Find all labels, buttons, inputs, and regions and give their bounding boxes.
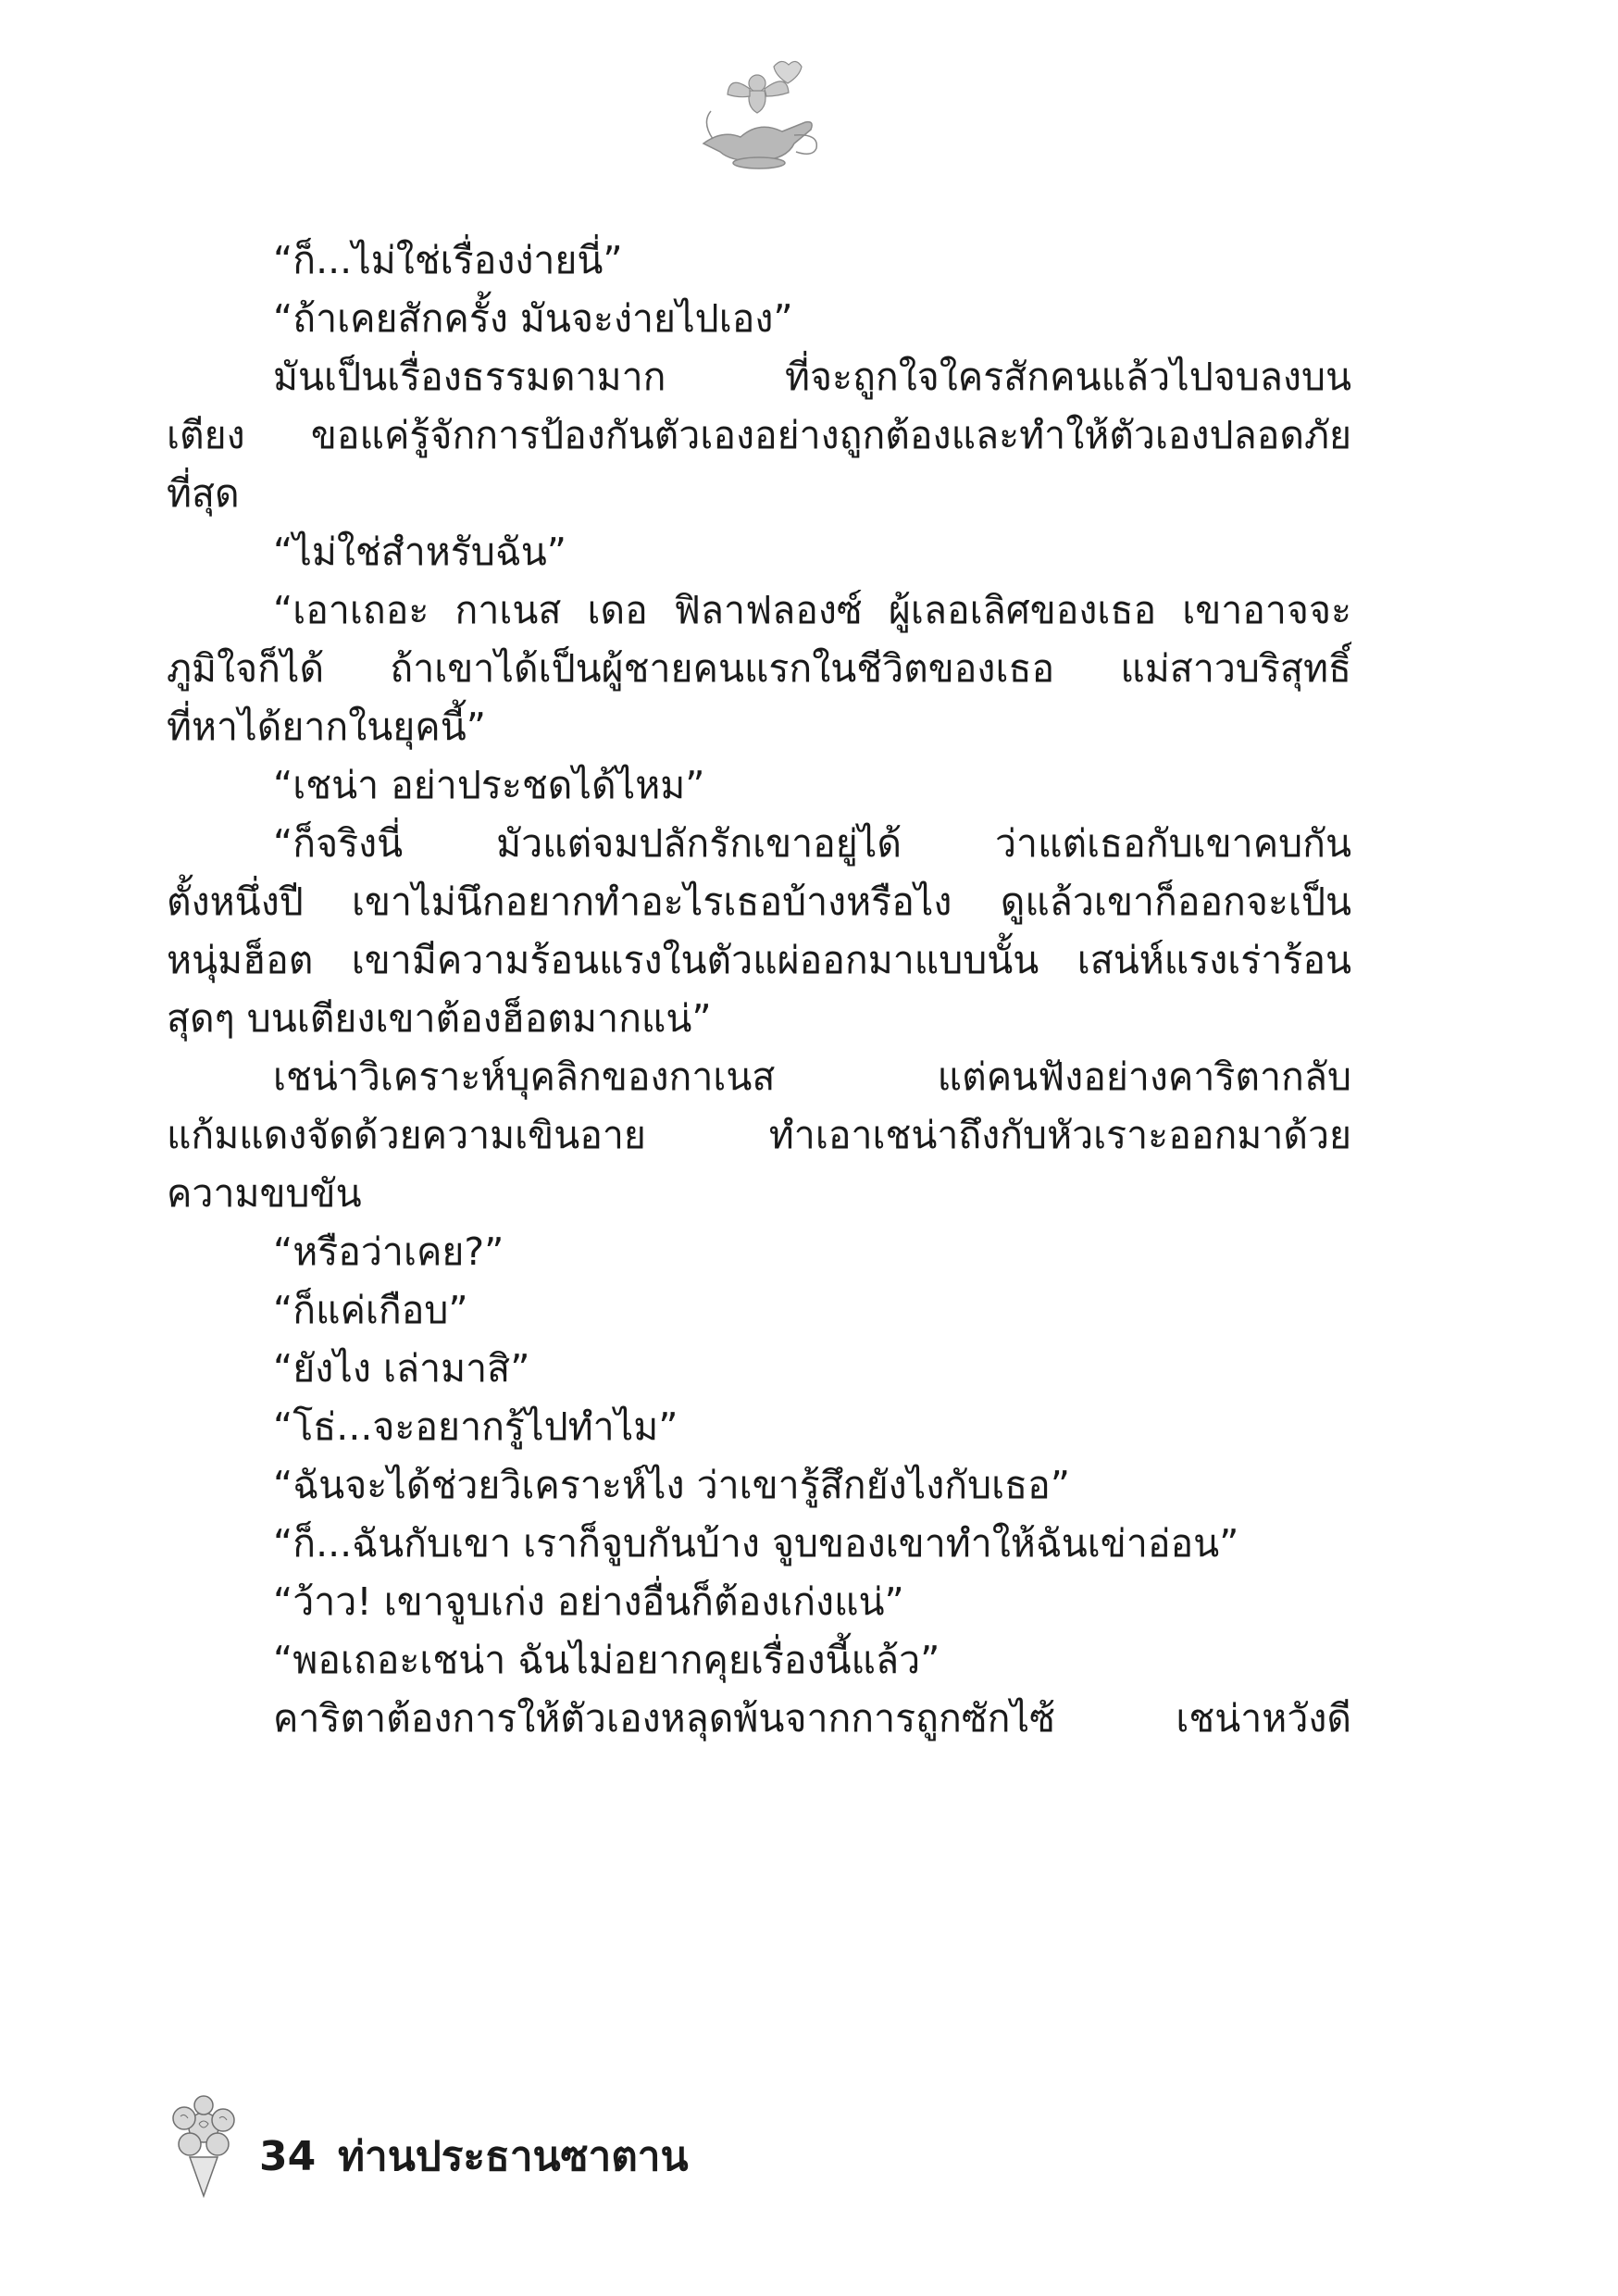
text-line: “ก็จริงนี่ มัวแต่จมปลักรักเขาอยู่ได้ ว่าแต่เธอกับเขาคบกัน [273,821,1351,866]
text-line: “ว้าว! เขาจูบเก่ง อย่างอื่นก็ต้องเก่งแน่” [273,1579,904,1624]
text-line: มันเป็นเรื่องธรรมดามาก ที่จะถูกใจใครสักคนแล้วไปจบลงบน [273,355,1351,399]
flower-bouquet-icon [162,2092,245,2199]
text-line: เชน่าวิเคราะห์บุคลิกของกาเนส แต่คนฟังอย่างคาริตากลับ [273,1054,1351,1099]
text-line: ความขบขัน [167,1171,362,1216]
text-line: “ถ้าเคยสักครั้ง มันจะง่ายไปเอง” [273,296,793,341]
page-number: 34 [259,2133,317,2180]
text-line: “เชน่า อย่าประชดได้ไหม” [273,763,705,807]
text-line: “ก็แค่เกือบ” [273,1288,468,1332]
text-line: แก้มแดงจัดด้วยความเขินอาย ทำเอาเชน่าถึงกับหัวเราะออกมาด้วย [167,1113,1351,1157]
text-line: ที่สุด [167,471,240,516]
book-title: ท่านประธานซาตาน [338,2133,689,2180]
body-text [167,231,1351,1748]
text-line: คาริตาต้องการให้ตัวเองหลุดพ้นจากการถูกซักไซ้ เชน่าหวังดี [273,1696,1351,1741]
text-line: “ยังไง เล่ามาสิ” [273,1346,530,1391]
text-line: “ก็...ไม่ใช่เรื่องง่ายนี่” [273,238,623,282]
text-line: สุดๆ บนเตียงเขาต้องฮ็อตมากแน่” [167,996,712,1041]
text-line: “ฉันจะได้ช่วยวิเคราะห์ไง ว่าเขารู้สึกยังไงกับเธอ” [273,1463,1070,1507]
text-line: “โธ่...จะอยากรู้ไปทำไม” [273,1404,678,1449]
text-line: “หรือว่าเคย?” [273,1229,504,1274]
page-footer [162,2092,995,2213]
cupid-teapot-ornament-icon [685,56,833,176]
text-line: หนุ่มฮ็อต เขามีความร้อนแรงในตัวแผ่ออกมาแบบนั้น เสน่ห์แรงเร่าร้อน [167,938,1351,982]
text-line: เตียง ขอแค่รู้จักการป้องกันตัวเองอย่างถูกต้องและทำให้ตัวเองปลอดภัย [167,413,1351,457]
text-line: “ก็...ฉันกับเขา เราก็จูบกันบ้าง จูบของเขาทำให้ฉันเข่าอ่อน” [273,1521,1239,1566]
text-line: “ไม่ใช่สำหรับฉัน” [273,530,567,574]
text-line: ตั้งหนึ่งปี เขาไม่นึกอยากทำอะไรเธอบ้างหรือไง ดูแล้วเขาก็ออกจะเป็น [167,880,1351,924]
text-line: “เอาเถอะ กาเนส เดอ ฟิลาฟลองซ์ ผู้เลอเลิศของเธอ เขาอาจจะ [273,588,1351,632]
text-line: ภูมิใจก็ได้ ถ้าเขาได้เป็นผู้ชายคนแรกในชีวิตของเธอ แม่สาวบริสุทธิ์ [167,646,1351,691]
text-line: ที่หาได้ยากในยุคนี้” [167,705,486,749]
text-line: “พอเถอะเชน่า ฉันไม่อยากคุยเรื่องนี้แล้ว” [273,1638,940,1682]
